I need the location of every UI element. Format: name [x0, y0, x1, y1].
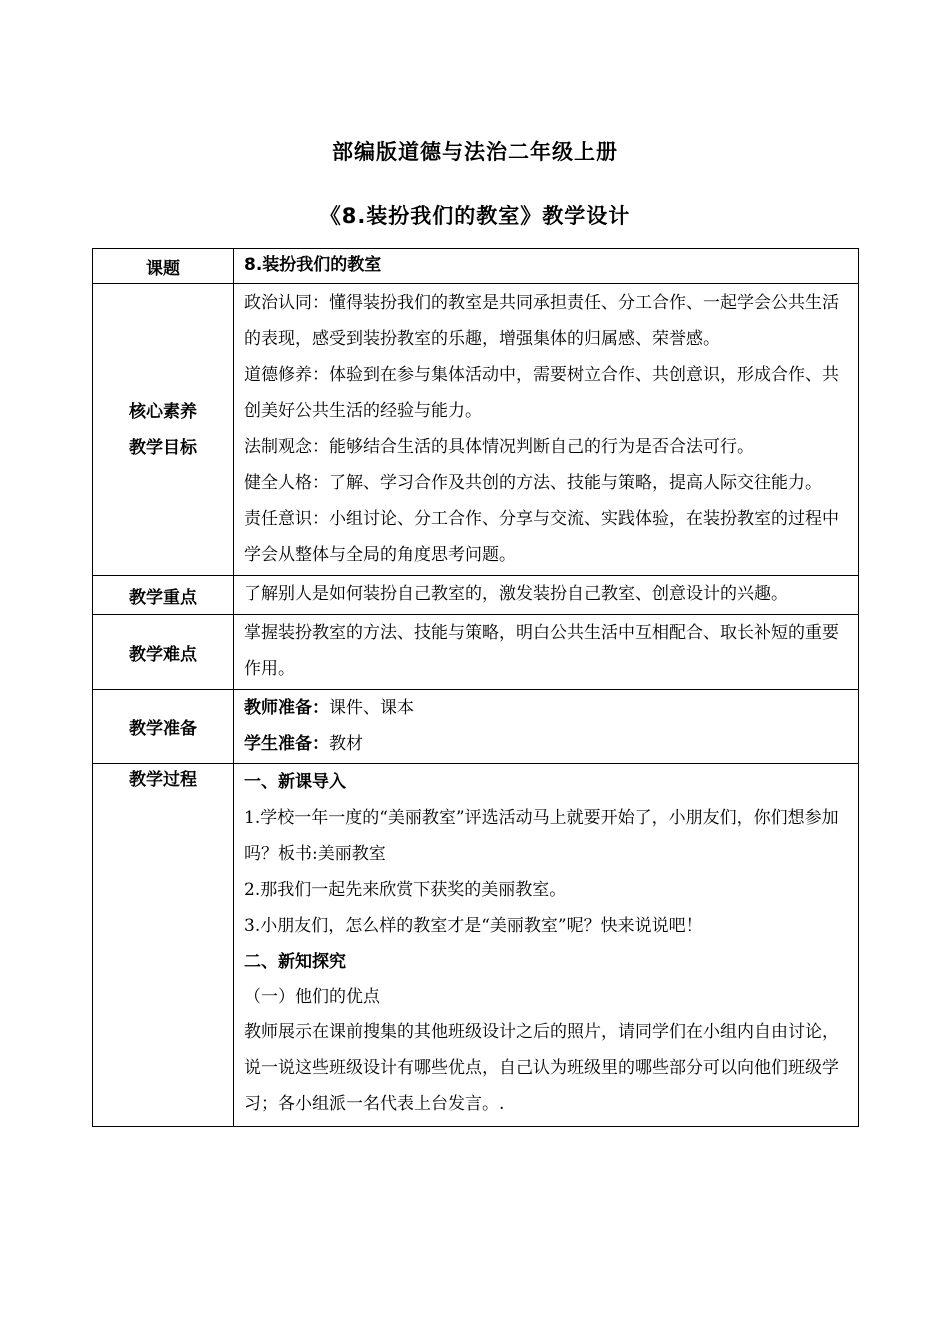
student-preparation-value: 教材	[329, 734, 363, 754]
preparation-label: 教学准备	[93, 690, 234, 764]
process-item: 2.那我们一起先来欣赏下获奖的美丽教室。	[244, 880, 567, 900]
process-item: 3.小朋友们，怎么样的教室才是“美丽教室”呢？快来说说吧！	[244, 916, 703, 936]
process-item: 1.学校一年一度的“美丽教室”评选活动马上就要开始了，小朋友们，你们想参加吗？板书:美丽教室	[244, 808, 839, 864]
section-heading: 二、新知探究	[244, 952, 346, 972]
lesson-plan-table	[92, 248, 859, 1127]
student-preparation	[244, 726, 850, 762]
key-points-label: 教学重点	[93, 576, 234, 615]
difficulties-value: 掌握装扮教室的方法、技能与策略，明白公共生活中互相配合、取长补短的重要作用。	[234, 615, 859, 690]
student-preparation-label: 学生准备：	[244, 734, 329, 754]
goals-content	[234, 284, 859, 576]
goal-paragraph: 责任意识：小组讨论、分工合作、分享与交流、实践体验，在装扮教室的过程中学会从整体与全局的角度思考问题。	[244, 509, 839, 565]
process-paragraph: 教师展示在课前搜集的其他班级设计之后的照片，请同学们在小组内自由讨论，说一说这些班级设计有哪些优点，自己认为班级里的哪些部分可以向他们班级学习；各小组派一名代表上台发言。.	[244, 1022, 839, 1114]
teacher-preparation-label: 教师准备：	[244, 698, 329, 718]
table-row-process	[93, 764, 859, 1127]
teacher-preparation	[244, 690, 850, 726]
table-row-preparation	[93, 690, 859, 764]
teacher-preparation-value: 课件、课本	[329, 698, 414, 718]
table-row-goals	[93, 284, 859, 576]
goal-paragraph: 道德修养：体验到在参与集体活动中，需要树立合作、共创意识，形成合作、共创美好公共生活的经验与能力。	[244, 365, 839, 421]
difficulties-label: 教学难点	[93, 615, 234, 690]
page-subtitle: 《8.装扮我们的教室》教学设计	[319, 204, 631, 228]
table-row-topic	[93, 249, 859, 284]
table-row-difficulties	[93, 615, 859, 690]
process-content	[234, 764, 859, 1127]
key-points-value: 了解别人是如何装扮自己教室的，激发装扮自己教室、创意设计的兴趣。	[234, 576, 859, 615]
subsection-heading: （一）他们的优点	[244, 987, 380, 1007]
goal-paragraph: 健全人格：了解、学习合作及共创的方法、技能与策略，提高人际交往能力。	[244, 473, 822, 493]
topic-value: 8.装扮我们的教室	[234, 249, 859, 284]
goals-label-line2: 教学目标	[129, 437, 197, 458]
goals-label-line1: 核心素养	[129, 401, 197, 422]
preparation-content	[234, 690, 859, 764]
topic-label: 课题	[93, 249, 234, 284]
goal-paragraph: 政治认同：懂得装扮我们的教室是共同承担责任、分工合作、一起学会公共生活的表现，感受到装扮教室的乐趣，增强集体的归属感、荣誉感。	[244, 293, 839, 349]
section-heading: 一、新课导入	[244, 772, 346, 792]
table-row-key-points	[93, 576, 859, 615]
page-title: 部编版道德与法治二年级上册	[332, 140, 618, 164]
goals-label	[93, 284, 234, 576]
goal-paragraph: 法制观念：能够结合生活的具体情况判断自己的行为是否合法可行。	[244, 437, 754, 457]
process-label: 教学过程	[93, 764, 234, 1127]
